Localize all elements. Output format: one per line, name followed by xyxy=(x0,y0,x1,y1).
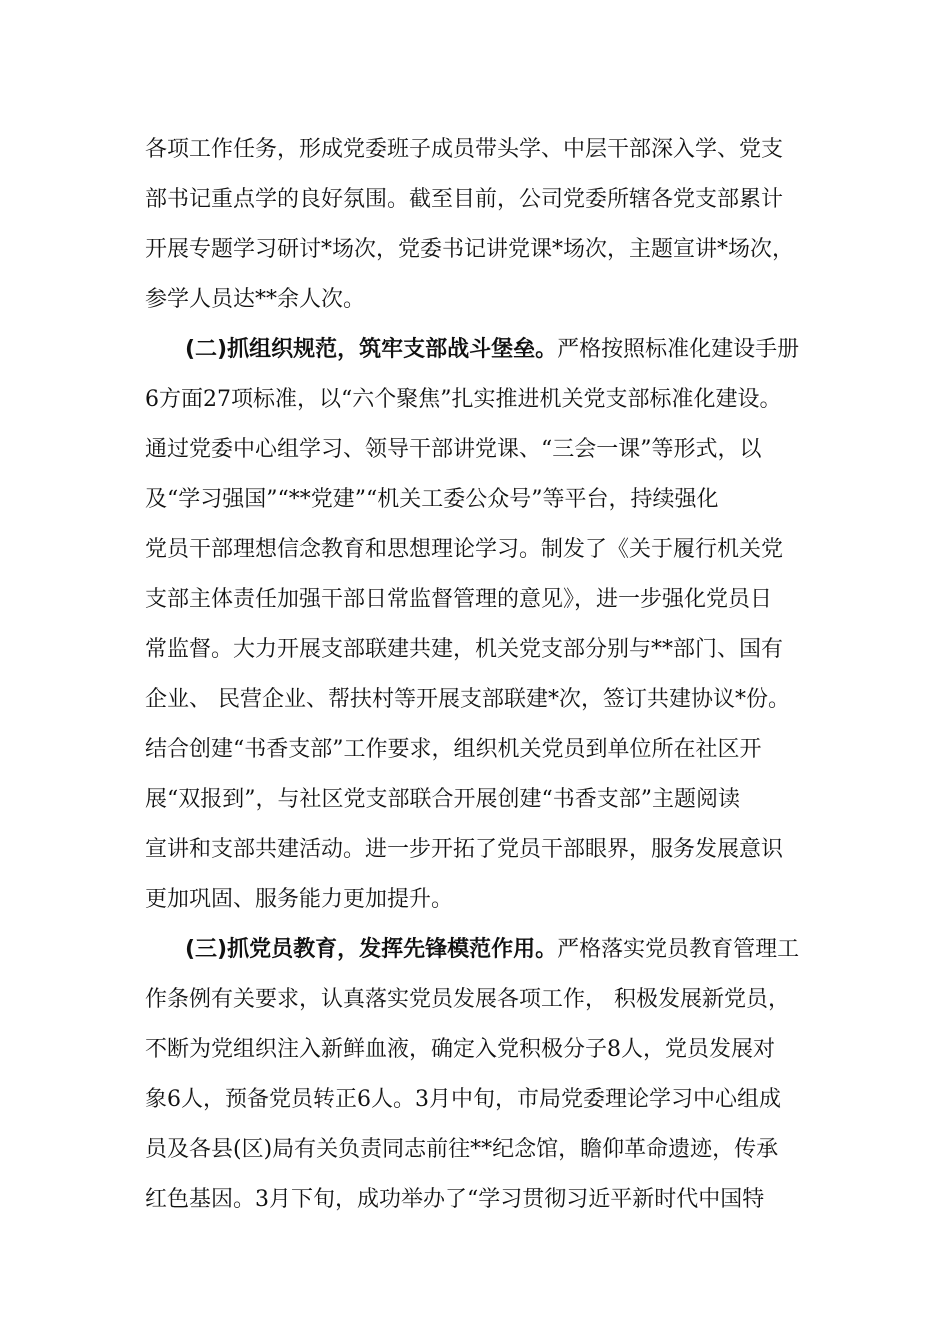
section-first-line-text: 严格落实党员教育管理工 xyxy=(557,937,800,962)
paragraph-line: 员及各县(区)局有关负责同志前往**纪念馆，瞻仰革命遗迹，传承 xyxy=(145,1137,779,1162)
paragraph-line: 宣讲和支部共建活动。进一步开拓了党员干部眼界，服务发展意识 xyxy=(145,837,784,862)
paragraph-line: 展“双报到”，与社区党支部联合开展创建“书香支部”主题阅读 xyxy=(145,787,740,812)
section-first-line xyxy=(185,931,845,969)
section-heading: (二)抓组织规范，筑牢支部战斗堡垒。 xyxy=(185,337,558,362)
paragraph-line: 部书记重点学的良好氛围。截至目前，公司党委所辖各党支部累计 xyxy=(145,187,784,212)
paragraph-line: 红色基因。3月下旬，成功举办了“学习贯彻习近平新时代中国特 xyxy=(145,1187,765,1212)
paragraph-line: 开展专题学习研讨*场次，党委书记讲党课*场次，主题宣讲*场次， xyxy=(145,237,795,262)
paragraph-line: 作条例有关要求，认真落实党员发展各项工作， 积极发展新党员， xyxy=(145,987,790,1012)
paragraph-line: 6方面27项标准，以“六个聚焦”扎实推进机关党支部标准化建设。 xyxy=(145,387,782,412)
paragraph-line: 支部主体责任加强干部日常监督管理的意见》，进一步强化党员日 xyxy=(145,587,773,612)
paragraph-line: 更加巩固、服务能力更加提升。 xyxy=(145,887,454,912)
section-first-line xyxy=(185,331,845,369)
paragraph-line: 通过党委中心组学习、领导干部讲党课、“三会一课”等形式，以 xyxy=(145,437,762,462)
paragraph-line: 参学人员达**余人次。 xyxy=(145,287,366,312)
paragraph-line: 常监督。大力开展支部联建共建，机关党支部分别与**部门、国有 xyxy=(145,637,784,662)
paragraph-line: 企业、 民营企业、帮扶村等开展支部联建*次，签订共建协议*份。 xyxy=(145,687,790,712)
paragraph-line: 党员干部理想信念教育和思想理论学习。制发了《关于履行机关党 xyxy=(145,537,784,562)
section-first-line-text: 严格按照标准化建设手册 xyxy=(557,337,800,362)
paragraph-line: 结合创建“书香支部”工作要求，组织机关党员到单位所在社区开 xyxy=(145,737,762,762)
section-heading: (三)抓党员教育，发挥先锋模范作用。 xyxy=(185,937,558,962)
paragraph-line: 不断为党组织注入新鲜血液，确定入党积极分子8人，党员发展对 xyxy=(145,1037,775,1062)
paragraph-line: 各项工作任务，形成党委班子成员带头学、中层干部深入学、党支 xyxy=(145,137,784,162)
paragraph-line: 象6人，预备党员转正6人。3月中旬，市局党委理论学习中心组成 xyxy=(145,1087,781,1112)
paragraph-line: 及“学习强国”“**党建”“机关工委公众号”等平台，持续强化 xyxy=(145,487,719,512)
